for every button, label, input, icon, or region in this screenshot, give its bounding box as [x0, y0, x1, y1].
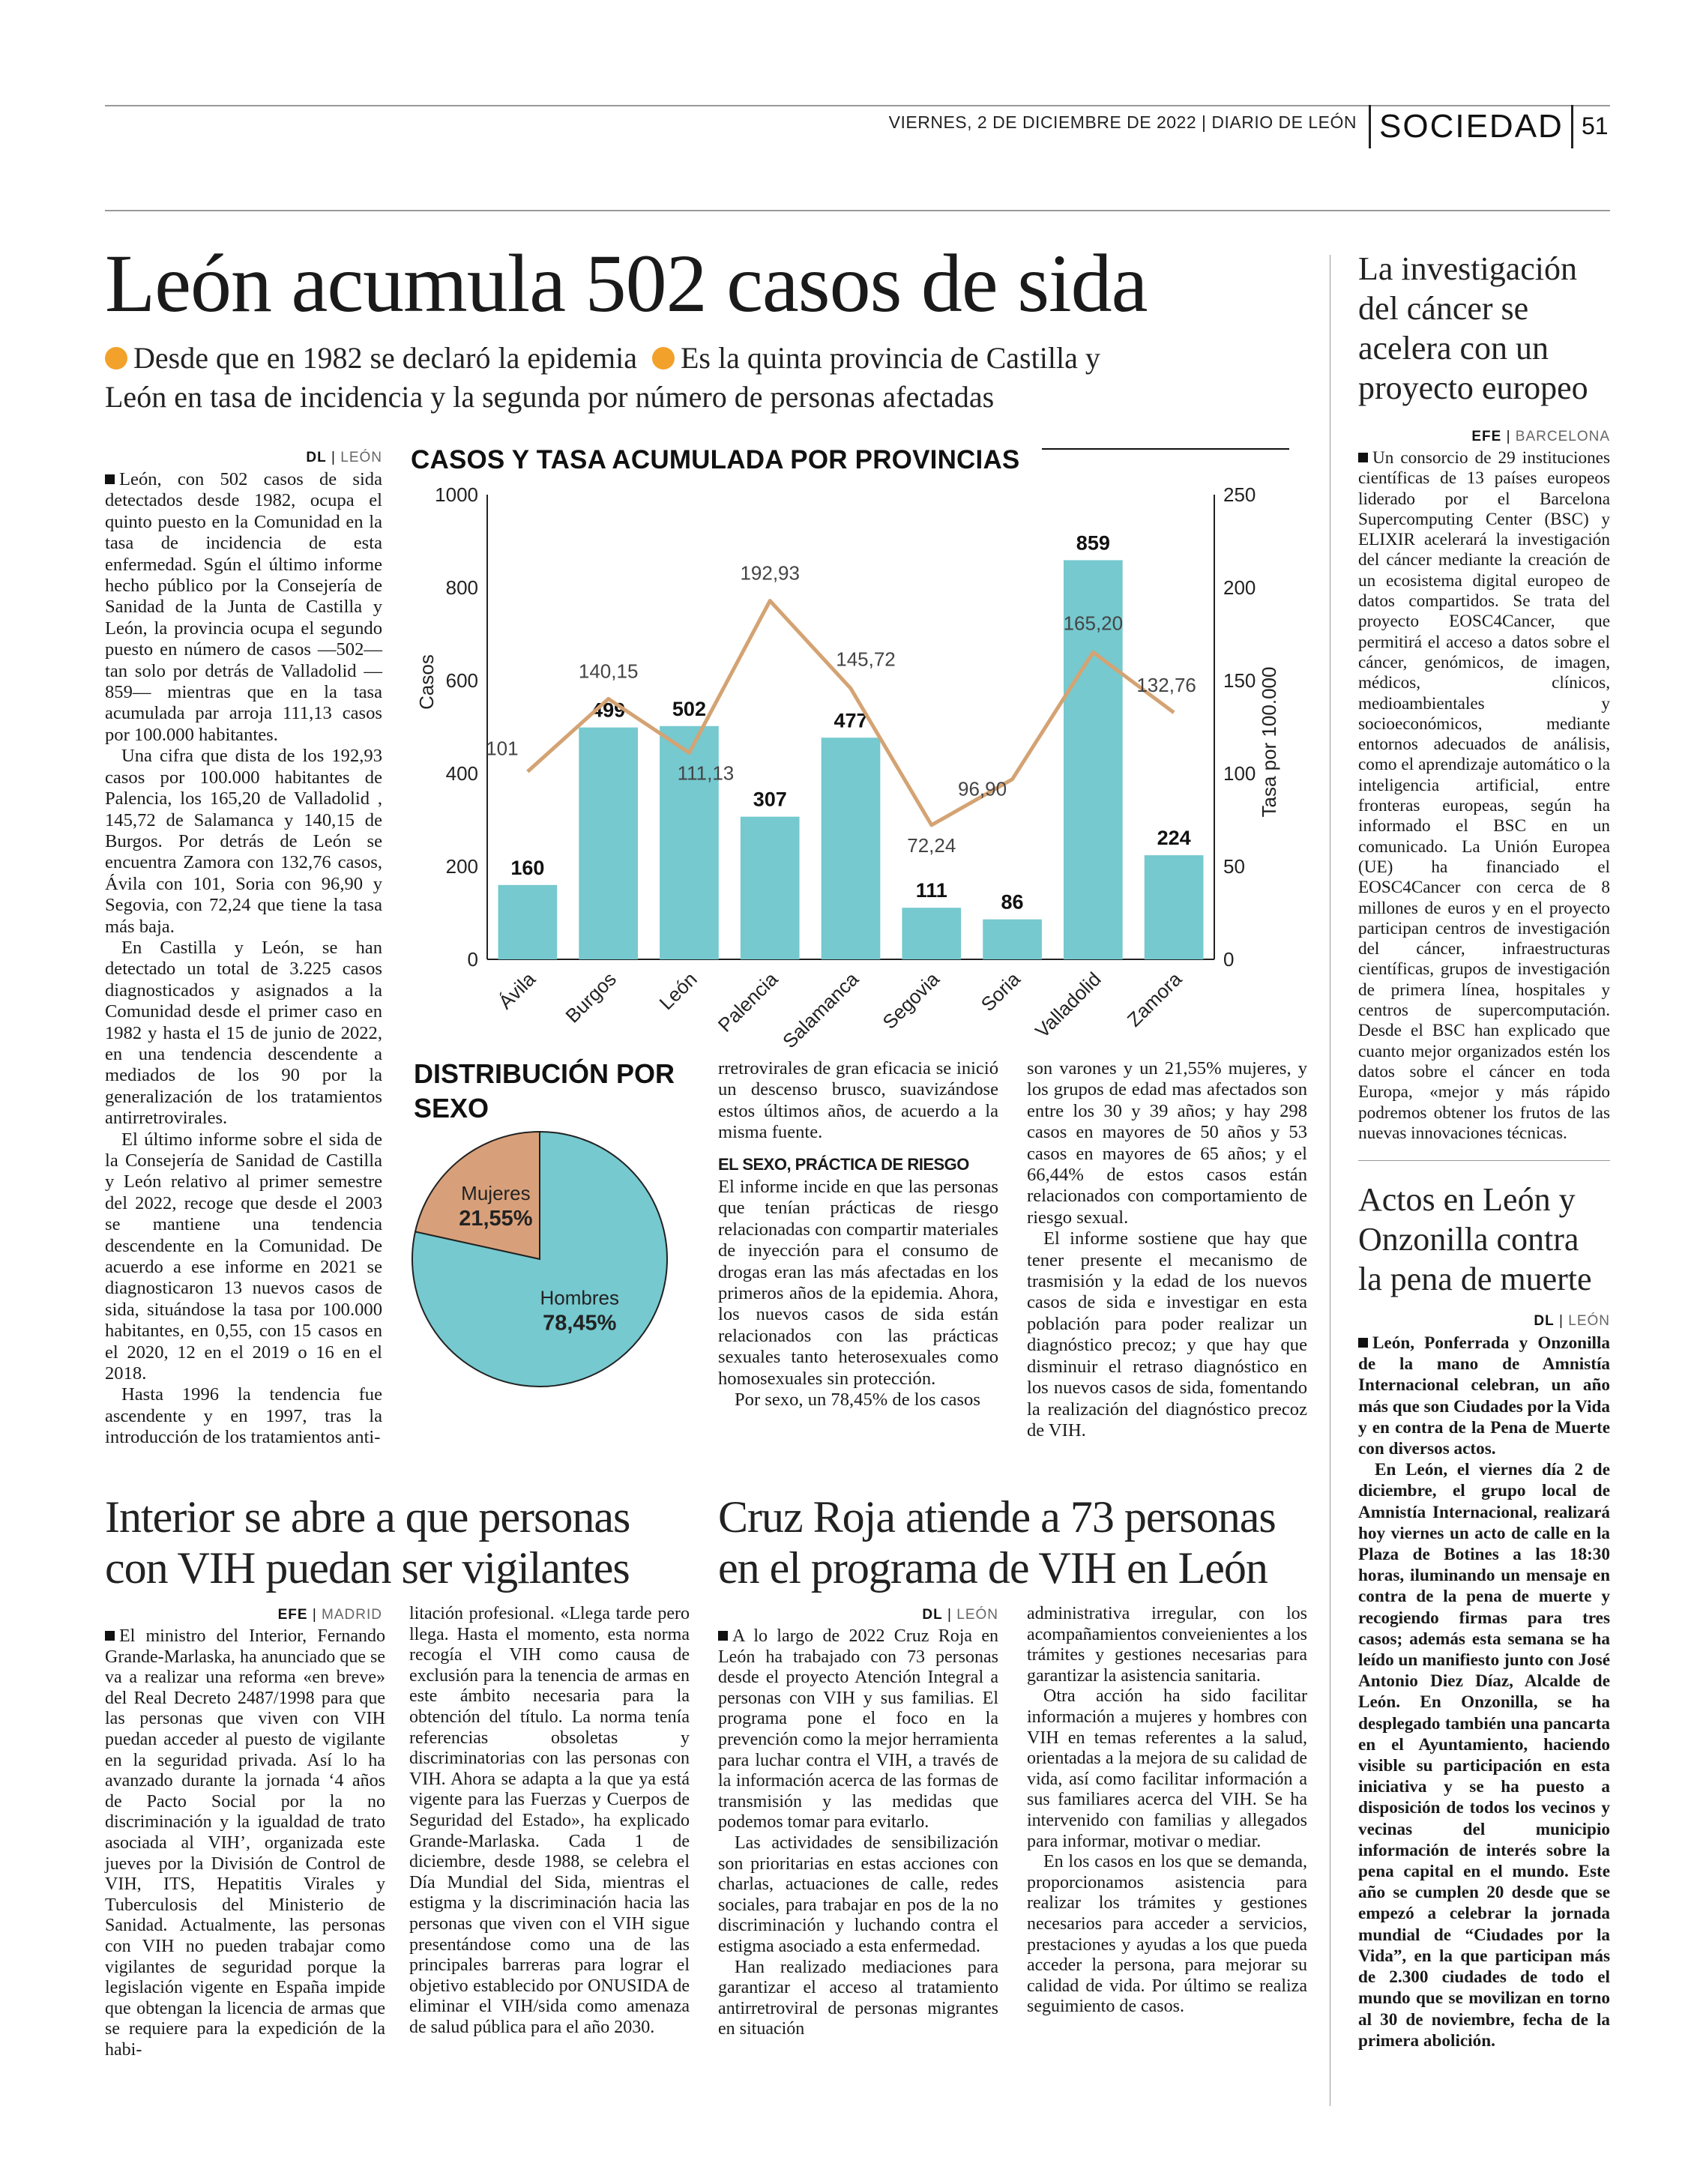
y-tick-label: 0: [467, 948, 478, 971]
pie-slice-value: 21,55%: [459, 1207, 533, 1231]
story3-byline: DL | LEÓN: [922, 1607, 998, 1623]
bar: [902, 908, 961, 959]
sidebar2-body: [1358, 1333, 1610, 2051]
bar-value-label: 502: [672, 697, 706, 720]
bar-value-label: 499: [591, 699, 626, 722]
bar: [983, 920, 1042, 959]
top-rule: [105, 105, 1610, 106]
dateline: VIERNES, 2 DE DICIEMBRE DE 2022 | DIARIO DE LEÓN: [888, 112, 1357, 132]
story2-col1: [105, 1626, 385, 2060]
page-number: 51: [1582, 112, 1609, 139]
paragraph: En los casos en los que se demanda, proporcionamos asistencia para realizar los trámites y gestiones necesarios para acceder a servicios, prestaciones y ayudas a los que pueda acceder la persona, para mejorar su calidad de vida. Por último se realiza seguimiento de casos.: [1027, 1852, 1307, 2017]
sidebar1-headline: La investigación del cáncer se acelera con un proyecto europeo: [1358, 250, 1588, 406]
paragraph: administrativa irregular, con los acompañamientos conveienientes a los trámites y gestiones necesarias para garantizar la asistencia sanitaria.: [1027, 1604, 1307, 1686]
paragraph: son varones y un 21,55% mujeres, y los grupos de edad mas afectados son entre los 30 y 39 años; y hay 298 casos en mayores de 50 años y 53 casos en mayores de 65 años; y el 66,44% de estos casos están relacionados con comportamiento de riesgo sexual.: [1027, 1058, 1307, 1228]
paragraph: Un consorcio de 29 instituciones científicas de 13 países europeos liderado por el Barcelona Supercomputing Center (BSC) y ELIXIR acelerará la investigación del cáncer mediante la creación de un ecosistema digital europeo de datos compartidos. Se trata del proyecto EOSC4Cancer, que permitirá el acceso a datos sobre el cáncer, genómicos, de imagen, médicos, clínicos, medioambientales y socioeconómicos, mediante entornos adecuados de análisis, como el aprendizaje automático o la inteligencia artificial, entre fronteras europeas, según ha informado el BSC en un comunicado. La Unión Europea (UE) ha financiado el EOSC4Cancer con cerca de 8 millones de euros y en el proyecto participan centros de investigación del cáncer, infraestructuras científicas, grupos de investigación de primera línea, hospitales y centros de supercomputación. Desde el BSC han explicado que cuanto mejor organizados estén los datos sobre el cáncer en toda Europa, «mejor y más rápido podremos obtener los frutos de las nuevas innovaciones técnicas.: [1358, 448, 1610, 1143]
rate-data-label: 132,76: [1136, 673, 1196, 696]
story3-headline: Cruz Roja atiende a 73 personas en el programa de VIH en León: [718, 1492, 1276, 1593]
bar-chart-title: CASOS Y TASA ACUMULADA POR PROVINCIAS: [411, 445, 1020, 474]
y-tick-label: 600: [445, 669, 478, 692]
main-col1: [105, 469, 382, 1449]
pie-slice-label: Mujeres: [461, 1182, 531, 1205]
square-bullet-icon: [105, 1631, 115, 1641]
rate-data-label: 192,93: [740, 561, 800, 585]
bar-value-label: 224: [1157, 827, 1191, 850]
header-bottom-rule: [105, 210, 1610, 211]
header-divider-2: [1571, 105, 1573, 148]
paragraph: Por sexo, un 78,45% de los casos: [735, 1390, 980, 1411]
paragraph: Las actividades de sensibilización son prioritarias en estas acciones con charlas, actuaciones de calle, redes sociales, para trabajar en pos de la no discriminación y luchando contra el estigma asociado a esta enfermedad.: [718, 1832, 998, 1956]
x-tick-label: Zamora: [1122, 968, 1187, 1031]
paragraph: litación profesional. «Llega tarde pero llega. Hasta el momento, esta norma recogía el VIH como causa de exclusión para la tenencia de armas en este ámbito necesaria para la obtención del título. La norma tenía referencias obsoletas y discriminatorias con las personas con VIH. Ahora se adapta a la que ya está vigente para las Fuerzas y Cuerpos de Seguridad del Estado», ha explicado Grande-Marlaska. Cada 1 de diciembre, desde 1988, se celebra el Día Mundial del Sida, mientras el estigma y la discriminación hacia las personas que viven con el VIH sigue presentándose como una de las principales barreras para lograr el objetivo establecido por ONUSIDA de eliminar el VIH/sida como amenaza de salud pública para el año 2030.: [409, 1604, 690, 2037]
pie-chart-title: DISTRIBUCIÓN POR SEXO: [414, 1058, 675, 1123]
x-tick-label: León: [654, 968, 702, 1015]
rate-data-label: 145,72: [836, 648, 896, 671]
y-right-tick-label: 50: [1223, 855, 1245, 878]
square-bullet-icon: [1358, 453, 1368, 462]
section-subhead: EL SEXO, PRÁCTICA DE RIESGO: [718, 1154, 969, 1174]
square-bullet-icon: [105, 474, 115, 484]
rate-data-label: 140,15: [578, 660, 639, 683]
sidebar2-headline: Actos en León y Onzonilla contra la pena de muerte: [1358, 1181, 1592, 1297]
y-right-tick-label: 250: [1223, 483, 1256, 506]
story2-col2: [409, 1604, 690, 2038]
rate-data-label: 111,13: [677, 761, 735, 785]
x-tick-label: Valladolid: [1030, 968, 1106, 1043]
bar-chart: [405, 472, 1304, 1057]
main-col3: [1027, 1058, 1307, 1441]
main-subheadline: Desde que en 1982 se declaró la epidemia Es la quinta provincia de Castilla y León en tasa de incidencia y la segunda por número de personas afectadas: [105, 341, 1100, 414]
story3-col2: [1027, 1604, 1307, 2018]
paragraph: El ministro del Interior, Fernando Grande-Marlaska, ha anunciado que se va a realizar una reforma «en breve» del Real Decreto 2487/1998 para que las personas que viven con VIH puedan acceder al puesto de vigilante en la seguridad privada. Así lo ha avanzado durante la jornada ‘4 años de Pacto Social por la no discriminación y la igualdad de trato asociada al VIH’, organizada este jueves por la División de Control de VIH, ITS, Hepatitis Virales y Tuberculosis del Ministerio de Sanidad. Actualmente, las personas con VIH no pueden trabajar como vigilantes de seguridad porque la legislación vigente en España impide que obtengan la licencia de armas que se requiere para la expedición de la habi-: [105, 1626, 385, 2060]
paragraph: rretrovirales de gran eficacia se inició un descenso brusco, suavizándose estos últimos años, de acuerdo a la misma fuente.: [718, 1058, 998, 1143]
bar: [498, 885, 558, 959]
x-tick-label: Salamanca: [778, 968, 863, 1053]
x-tick-label: Soria: [976, 968, 1025, 1016]
story3-col1: [718, 1626, 998, 2040]
y-tick-label: 800: [445, 576, 478, 599]
sidebar1-byline: EFE | BARCELONA: [1471, 429, 1610, 444]
story2-byline: EFE | MADRID: [277, 1607, 382, 1623]
bar-value-label: 86: [1001, 890, 1024, 914]
paragraph: León, con 502 casos de sida detectados desde 1982, ocupa el quinto puesto en la Comunidad en la tasa de incidencia de esta enfermedad. Sgún el último informe hecho público por la Consejería de Sanidad de la Junta de Castilla y León, la provincia ocupa el segundo puesto en número de casos —502— tan solo por detrás de Valladolid —859— mientras que en la tasa acumulada par arroja 111,13 casos por 100.000 habitantes.: [105, 469, 382, 745]
main-col2: [718, 1058, 998, 1411]
main-headline: León acumula 502 casos de sida: [105, 238, 1148, 329]
y-right-tick-label: 200: [1223, 576, 1256, 599]
bar: [822, 737, 881, 959]
x-tick-label: Burgos: [561, 968, 621, 1028]
main-byline: DL | LEÓN: [306, 450, 382, 465]
y-right-axis-label: Tasa por 100.000: [1258, 666, 1280, 818]
sidebar2-byline: DL | LEÓN: [1534, 1313, 1610, 1329]
x-tick-label: Segovia: [878, 968, 944, 1034]
rate-data-label: 96,90: [958, 777, 1007, 800]
paragraph: El informe sostiene que hay que tener presente el mecanismo de trasmisión y la edad de los nuevos casos de sida e investigar en esta población para poder realizar un diagnóstico precoz; y que hay que disminuir el retraso diagnóstico en los nuevos casos de sida, fomentando la realización del diagnóstico precoz de VIH.: [1027, 1228, 1307, 1441]
paragraph: El último informe sobre el sida de la Consejería de Sanidad de Castilla y León relativo al primer semestre del 2022, recoge que desde el 2003 se mantiene una tendencia descendente en la Comunidad. De acuerdo a ese informe en 2021 se diagnosticaron 13 nuevos casos de sida, situándose la tasa por 100.000 habitantes, en 0,55, con 15 casos en el 2020, 12 en el 2019 o 16 en el 2018.: [105, 1129, 382, 1384]
story2-headline: Interior se abre a que personas con VIH puedan ser vigilantes: [105, 1492, 630, 1593]
square-bullet-icon: [718, 1631, 728, 1641]
sidebar-separator: [1358, 1160, 1610, 1161]
paragraph: En Castilla y León, se han detectado un total de 3.225 casos diagnosticados y asignados a la Comunidad desde el primer caso en 1982 y hasta el 15 de junio de 2022, en una tendencia descendente a mediados de los 90 por la generalización de los tratamientos antirretrovirales.: [105, 937, 382, 1129]
y-axis-label: Casos: [415, 654, 438, 710]
paragraph: Hasta 1996 la tendencia fue ascendente y en 1997, tras la introducción de los tratamientos anti-: [105, 1384, 382, 1448]
bar: [579, 728, 638, 959]
x-tick-label: Ávila: [494, 968, 540, 1014]
x-tick-label: Palencia: [713, 968, 783, 1037]
y-right-tick-label: 150: [1223, 669, 1256, 692]
pie-slice-value: 78,45%: [543, 1311, 617, 1336]
bullet-dot-icon: [652, 347, 675, 369]
chart-title-rule: [1042, 448, 1289, 450]
bullet-dot-icon: [105, 347, 127, 369]
header-divider: [1369, 105, 1371, 148]
rate-data-label: 101: [486, 737, 519, 760]
y-tick-label: 400: [445, 762, 478, 785]
bar-value-label: 859: [1076, 531, 1110, 555]
bar-value-label: 160: [510, 856, 545, 879]
y-tick-label: 1000: [435, 483, 478, 506]
rate-data-label: 72,24: [907, 833, 956, 857]
rate-data-label: 165,20: [1063, 612, 1124, 635]
paragraph: En León, el viernes día 2 de diciembre, el grupo local de Amnistía Internacional, realizará hoy viernes un acto de calle en la Plaza de Botines a las 18:30 horas, iluminando un mensaje en contra de la pena de muerte y recogiendo firmas para tres casos; además esta semana se ha leído un manifiesto junto con José Antonio Diez Díaz, Alcalde de León. En Onzonilla, se ha desplegado también una pancarta en el Ayuntamiento, haciendo visible su participación en esta iniciativa y se ha puesto a disposición de todos los vecinos y vecinas del municipio información de interés sobre la pena capital en el mundo. Este año se cumplen 20 desde que se empezó a celebrar la jornada mundial de “Ciudades por la Vida”, en la que participan más de 2.300 ciudades de todo el mundo que se movilizan en torno al 30 de noviembre, fecha de la primera abolición.: [1358, 1460, 1610, 2051]
paragraph: Una cifra que dista de los 192,93 casos por 100.000 habitantes de Palencia, los 165,20 de Valladolid , 145,72 de Salamanca y 140,15 de Burgos. Por detrás de León se encuentra Zamora con 132,76 casos, Ávila con 101, Soria con 96,90 y Segovia, con 72,24 que tiene la tasa más baja.: [105, 746, 382, 937]
paragraph: Otra acción ha sido facilitar información a mujeres y hombres con VIH en temas referentes a la salud, orientadas a la mejora de su calidad de vida, así como facilitar información a sus familiares acerca del VIH. Se ha intervenido con familias y allegados para informar, motivar o mediar.: [1027, 1686, 1307, 1851]
bar: [1145, 855, 1204, 959]
y-right-tick-label: 0: [1223, 948, 1235, 971]
y-tick-label: 200: [445, 855, 478, 878]
bar-value-label: 111: [915, 879, 947, 902]
sidebar1-body: [1358, 448, 1610, 1144]
bar-value-label: 307: [753, 788, 787, 811]
paragraph: Han realizado mediaciones para garantizar el acceso al tratamiento antirretroviral de personas migrantes en situación: [718, 1957, 998, 2039]
section-name: SOCIEDAD: [1379, 108, 1564, 145]
pie-chart: [405, 1124, 705, 1424]
bar-value-label: 477: [834, 709, 868, 732]
y-right-tick-label: 100: [1223, 762, 1256, 785]
square-bullet-icon: [1358, 1338, 1368, 1348]
paragraph: El informe incide en que las personas que tenían prácticas de riesgo relacionadas con compartir materiales de inyección para el consumo de drogas eran las más afectadas en los primeros años de la epidemia. Ahora, los nuevos casos de sida están relacionados con las prácticas sexuales tanto heterosexuales como homosexuales sin protección.: [718, 1177, 998, 1389]
paragraph: León, Ponferrada y Onzonilla de la mano de Amnistía Internacional celebran, un año más que son Ciudades por la Vida y en contra de la Pena de Muerte con diversos actos.: [1358, 1333, 1610, 1459]
paragraph: A lo largo de 2022 Cruz Roja en León ha trabajado con 73 personas desde el proyecto Atención Integral a personas con VIH y sus familias. El programa pone el foco en la prevención como la mejor herramienta para luchar contra el VIH, a través de la información acerca de las formas de transmisión y las medidas que podemos tomar para evitarlo.: [718, 1626, 998, 1832]
bar: [741, 817, 800, 959]
pie-slice-label: Hombres: [540, 1286, 619, 1309]
